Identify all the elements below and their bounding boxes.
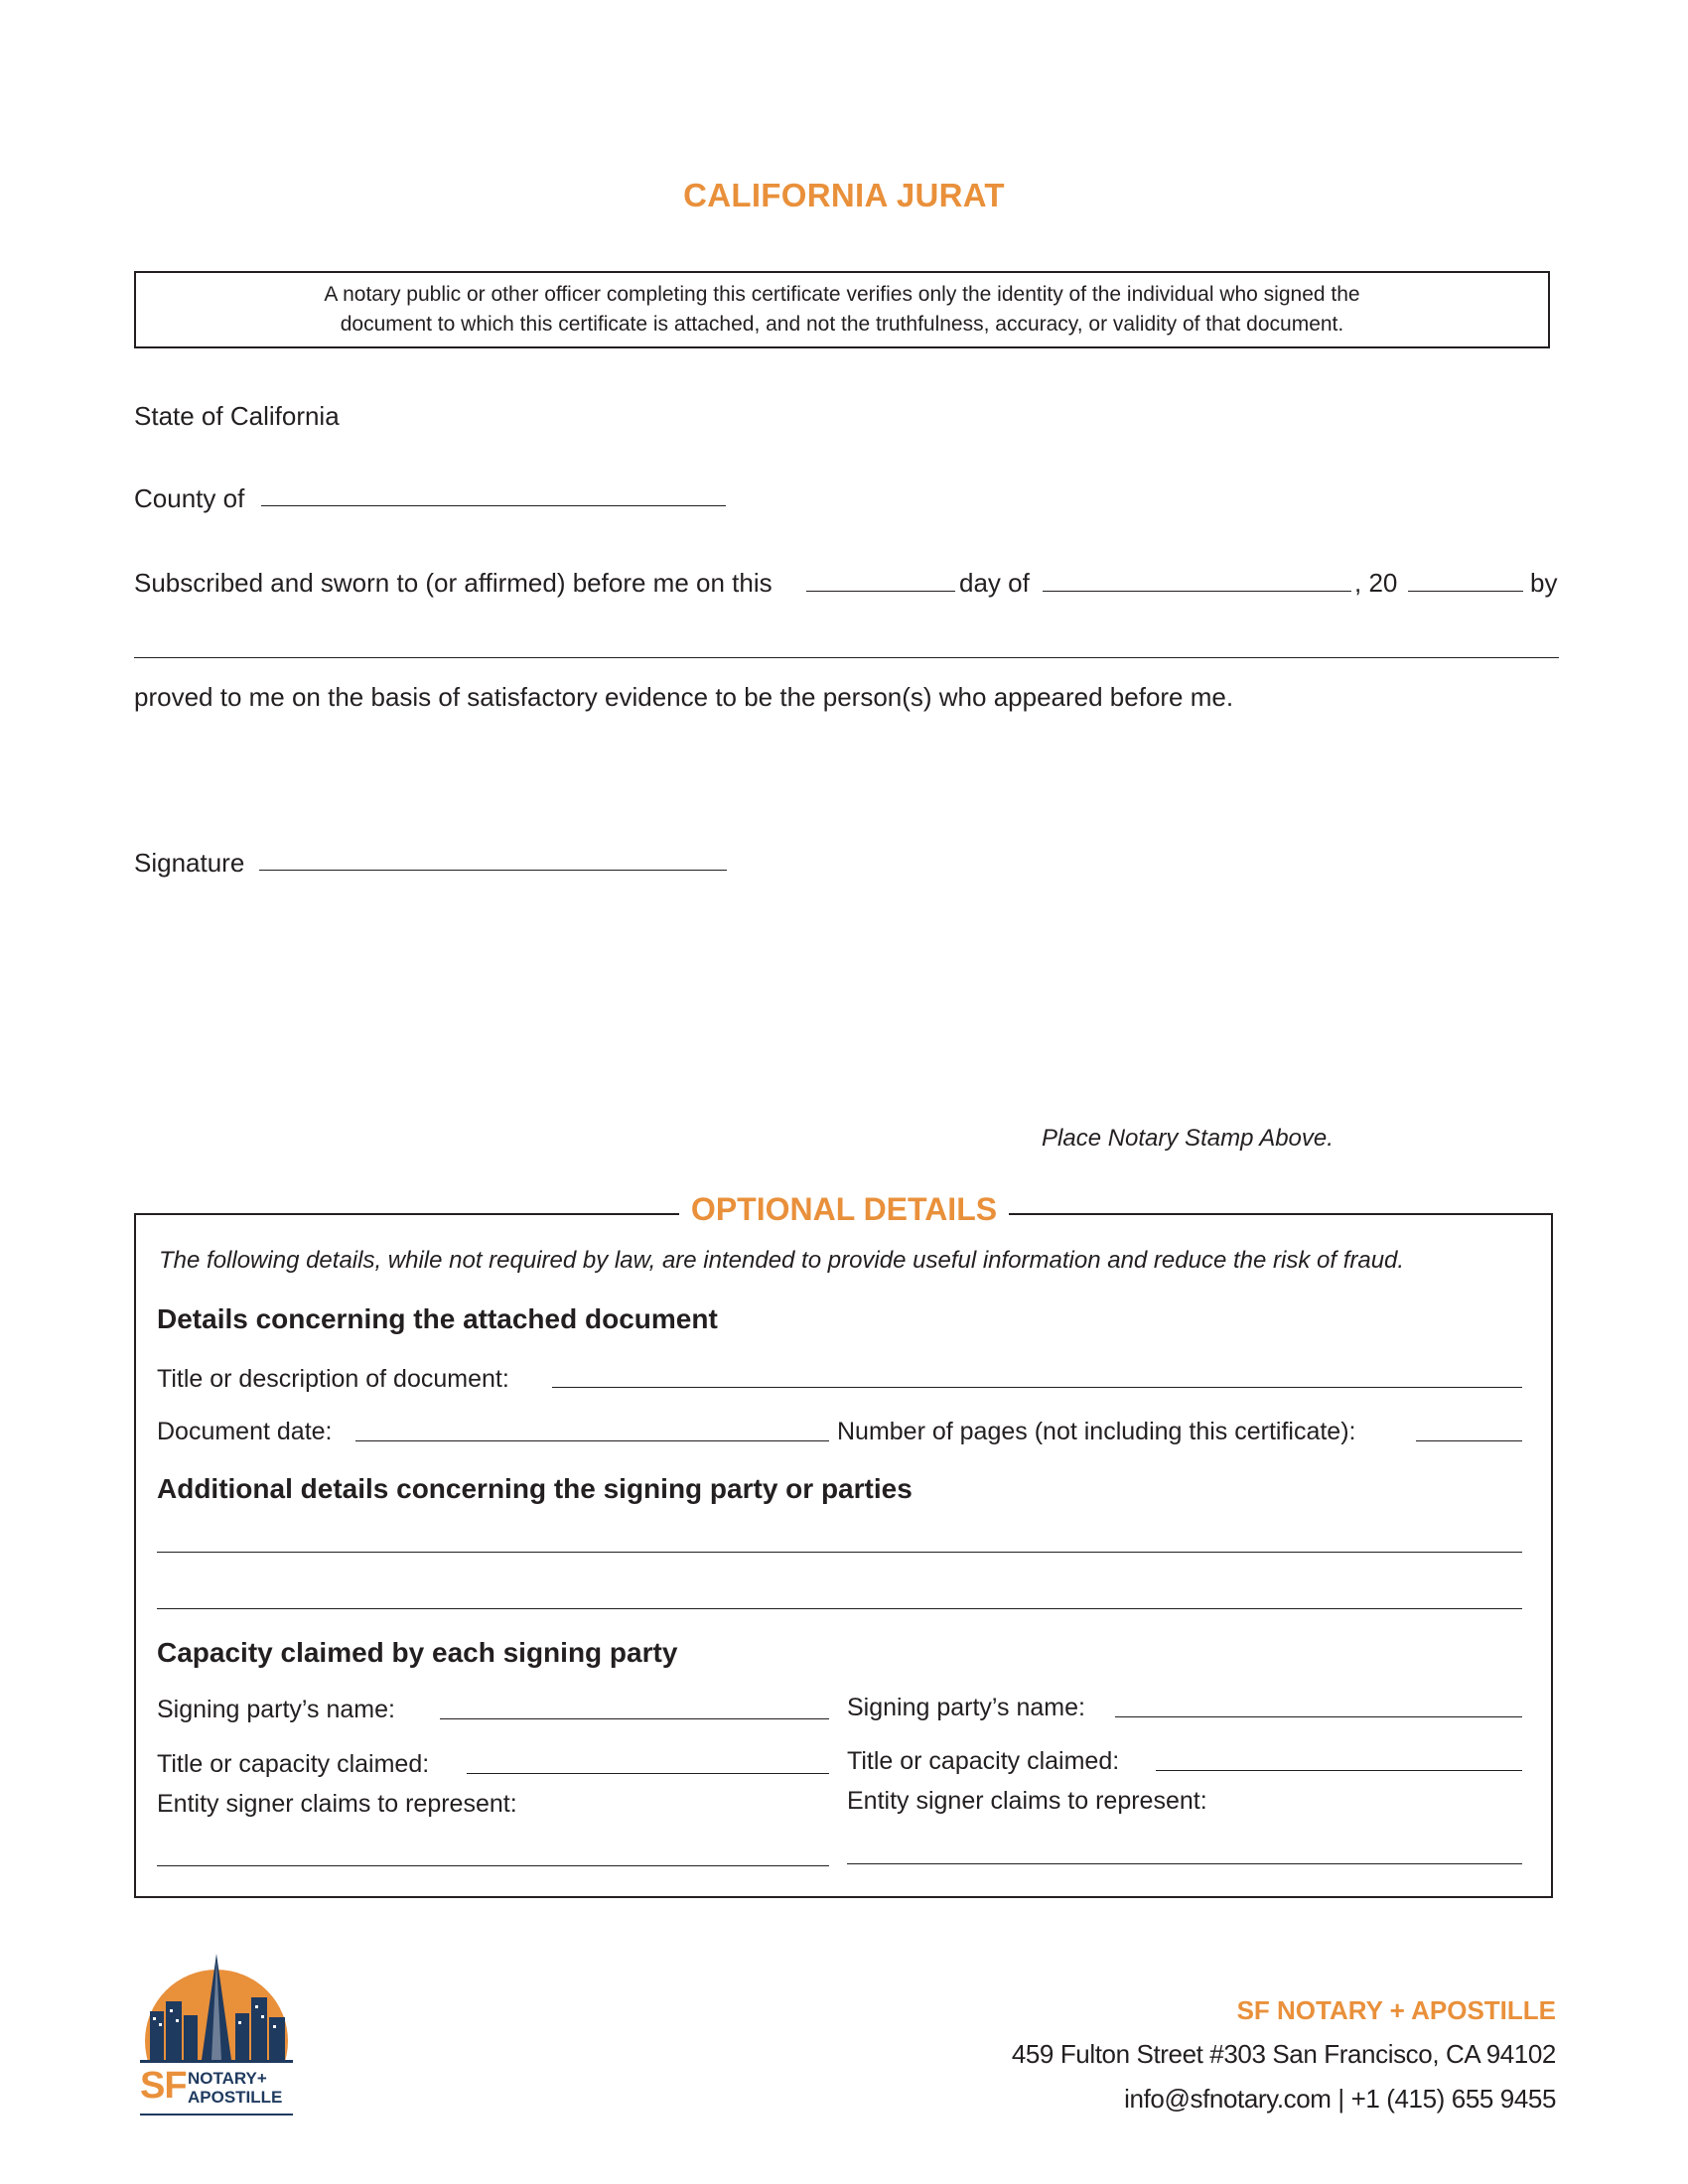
signature-label: Signature <box>134 848 245 878</box>
day-field[interactable] <box>806 591 955 592</box>
month-field[interactable] <box>1043 591 1351 592</box>
sworn-label: Subscribed and sworn to (or affirmed) before me on this <box>134 568 773 598</box>
day-of-label: day of <box>959 568 1030 598</box>
additional-details-field-1[interactable] <box>157 1552 1522 1553</box>
party-1-capacity-field[interactable] <box>467 1773 829 1774</box>
year-label: , 20 <box>1354 568 1398 598</box>
stamp-note: Place Notary Stamp Above. <box>1042 1125 1334 1152</box>
logo-text-line-2: APOSTILLE <box>188 2088 283 2107</box>
logo-text-line-1: NOTARY+ <box>188 2069 267 2088</box>
footer-address: 459 Fulton Street #303 San Francisco, CA 94102 <box>1011 2039 1556 2069</box>
doc-title-field[interactable] <box>552 1387 1522 1388</box>
party-2-entity-label: Entity signer claims to represent: <box>847 1787 1207 1815</box>
county-field[interactable] <box>261 505 726 506</box>
party-2-entity-field[interactable] <box>847 1863 1522 1864</box>
party-1-entity-label: Entity signer claims to represent: <box>157 1790 517 1818</box>
notice-box <box>134 271 1550 348</box>
logo-text <box>188 2069 282 2107</box>
party-2-name-field[interactable] <box>1115 1716 1522 1717</box>
notice-line-1: A notary public or other officer completing this certificate verifies only the identity of the individual who signed the <box>324 283 1360 306</box>
by-label: by <box>1530 568 1558 598</box>
proved-text: proved to me on the basis of satisfactory evidence to be the person(s) who appeared before me. <box>134 682 1234 712</box>
capacity-heading: Capacity claimed by each signing party <box>157 1637 678 1668</box>
party-2-name-label: Signing party’s name: <box>847 1694 1085 1721</box>
additional-details-heading: Additional details concerning the signing party or parties <box>157 1473 913 1504</box>
optional-details-heading <box>0 1191 1688 1228</box>
optional-intro: The following details, while not required by law, are intended to provide useful information and reduce the risk of fraud. <box>159 1247 1405 1274</box>
doc-date-label: Document date: <box>157 1418 333 1445</box>
doc-details-heading: Details concerning the attached document <box>157 1303 718 1334</box>
company-logo <box>132 1954 301 2117</box>
pages-field[interactable] <box>1416 1440 1522 1441</box>
signature-field[interactable] <box>259 870 727 871</box>
additional-details-field-2[interactable] <box>157 1608 1522 1609</box>
county-label: County of <box>134 483 245 513</box>
notice-line-2: document to which this certificate is attached, and not the truthfulness, accuracy, or validity of that document. <box>340 313 1344 336</box>
party-1-name-label: Signing party’s name: <box>157 1696 395 1723</box>
pages-label: Number of pages (not including this certificate): <box>837 1418 1356 1445</box>
optional-details-heading-text: OPTIONAL DETAILS <box>679 1191 1009 1228</box>
logo-mark: SF <box>140 2065 187 2107</box>
party-1-capacity-label: Title or capacity claimed: <box>157 1750 430 1778</box>
party-2-capacity-label: Title or capacity claimed: <box>847 1747 1120 1775</box>
doc-title-label: Title or description of document: <box>157 1365 509 1393</box>
footer-contact: info@sfnotary.com | +1 (415) 655 9455 <box>1124 2084 1556 2114</box>
document-title: CALIFORNIA JURAT <box>683 177 1005 213</box>
party-1-entity-field[interactable] <box>157 1865 829 1866</box>
footer-company-name: SF NOTARY + APOSTILLE <box>1236 1995 1556 2025</box>
year-field[interactable] <box>1408 591 1523 592</box>
doc-date-field[interactable] <box>355 1440 829 1441</box>
signer-name-field[interactable] <box>134 657 1559 658</box>
party-2-capacity-field[interactable] <box>1156 1770 1522 1771</box>
party-1-name-field[interactable] <box>440 1718 829 1719</box>
state-label: State of California <box>134 401 340 431</box>
